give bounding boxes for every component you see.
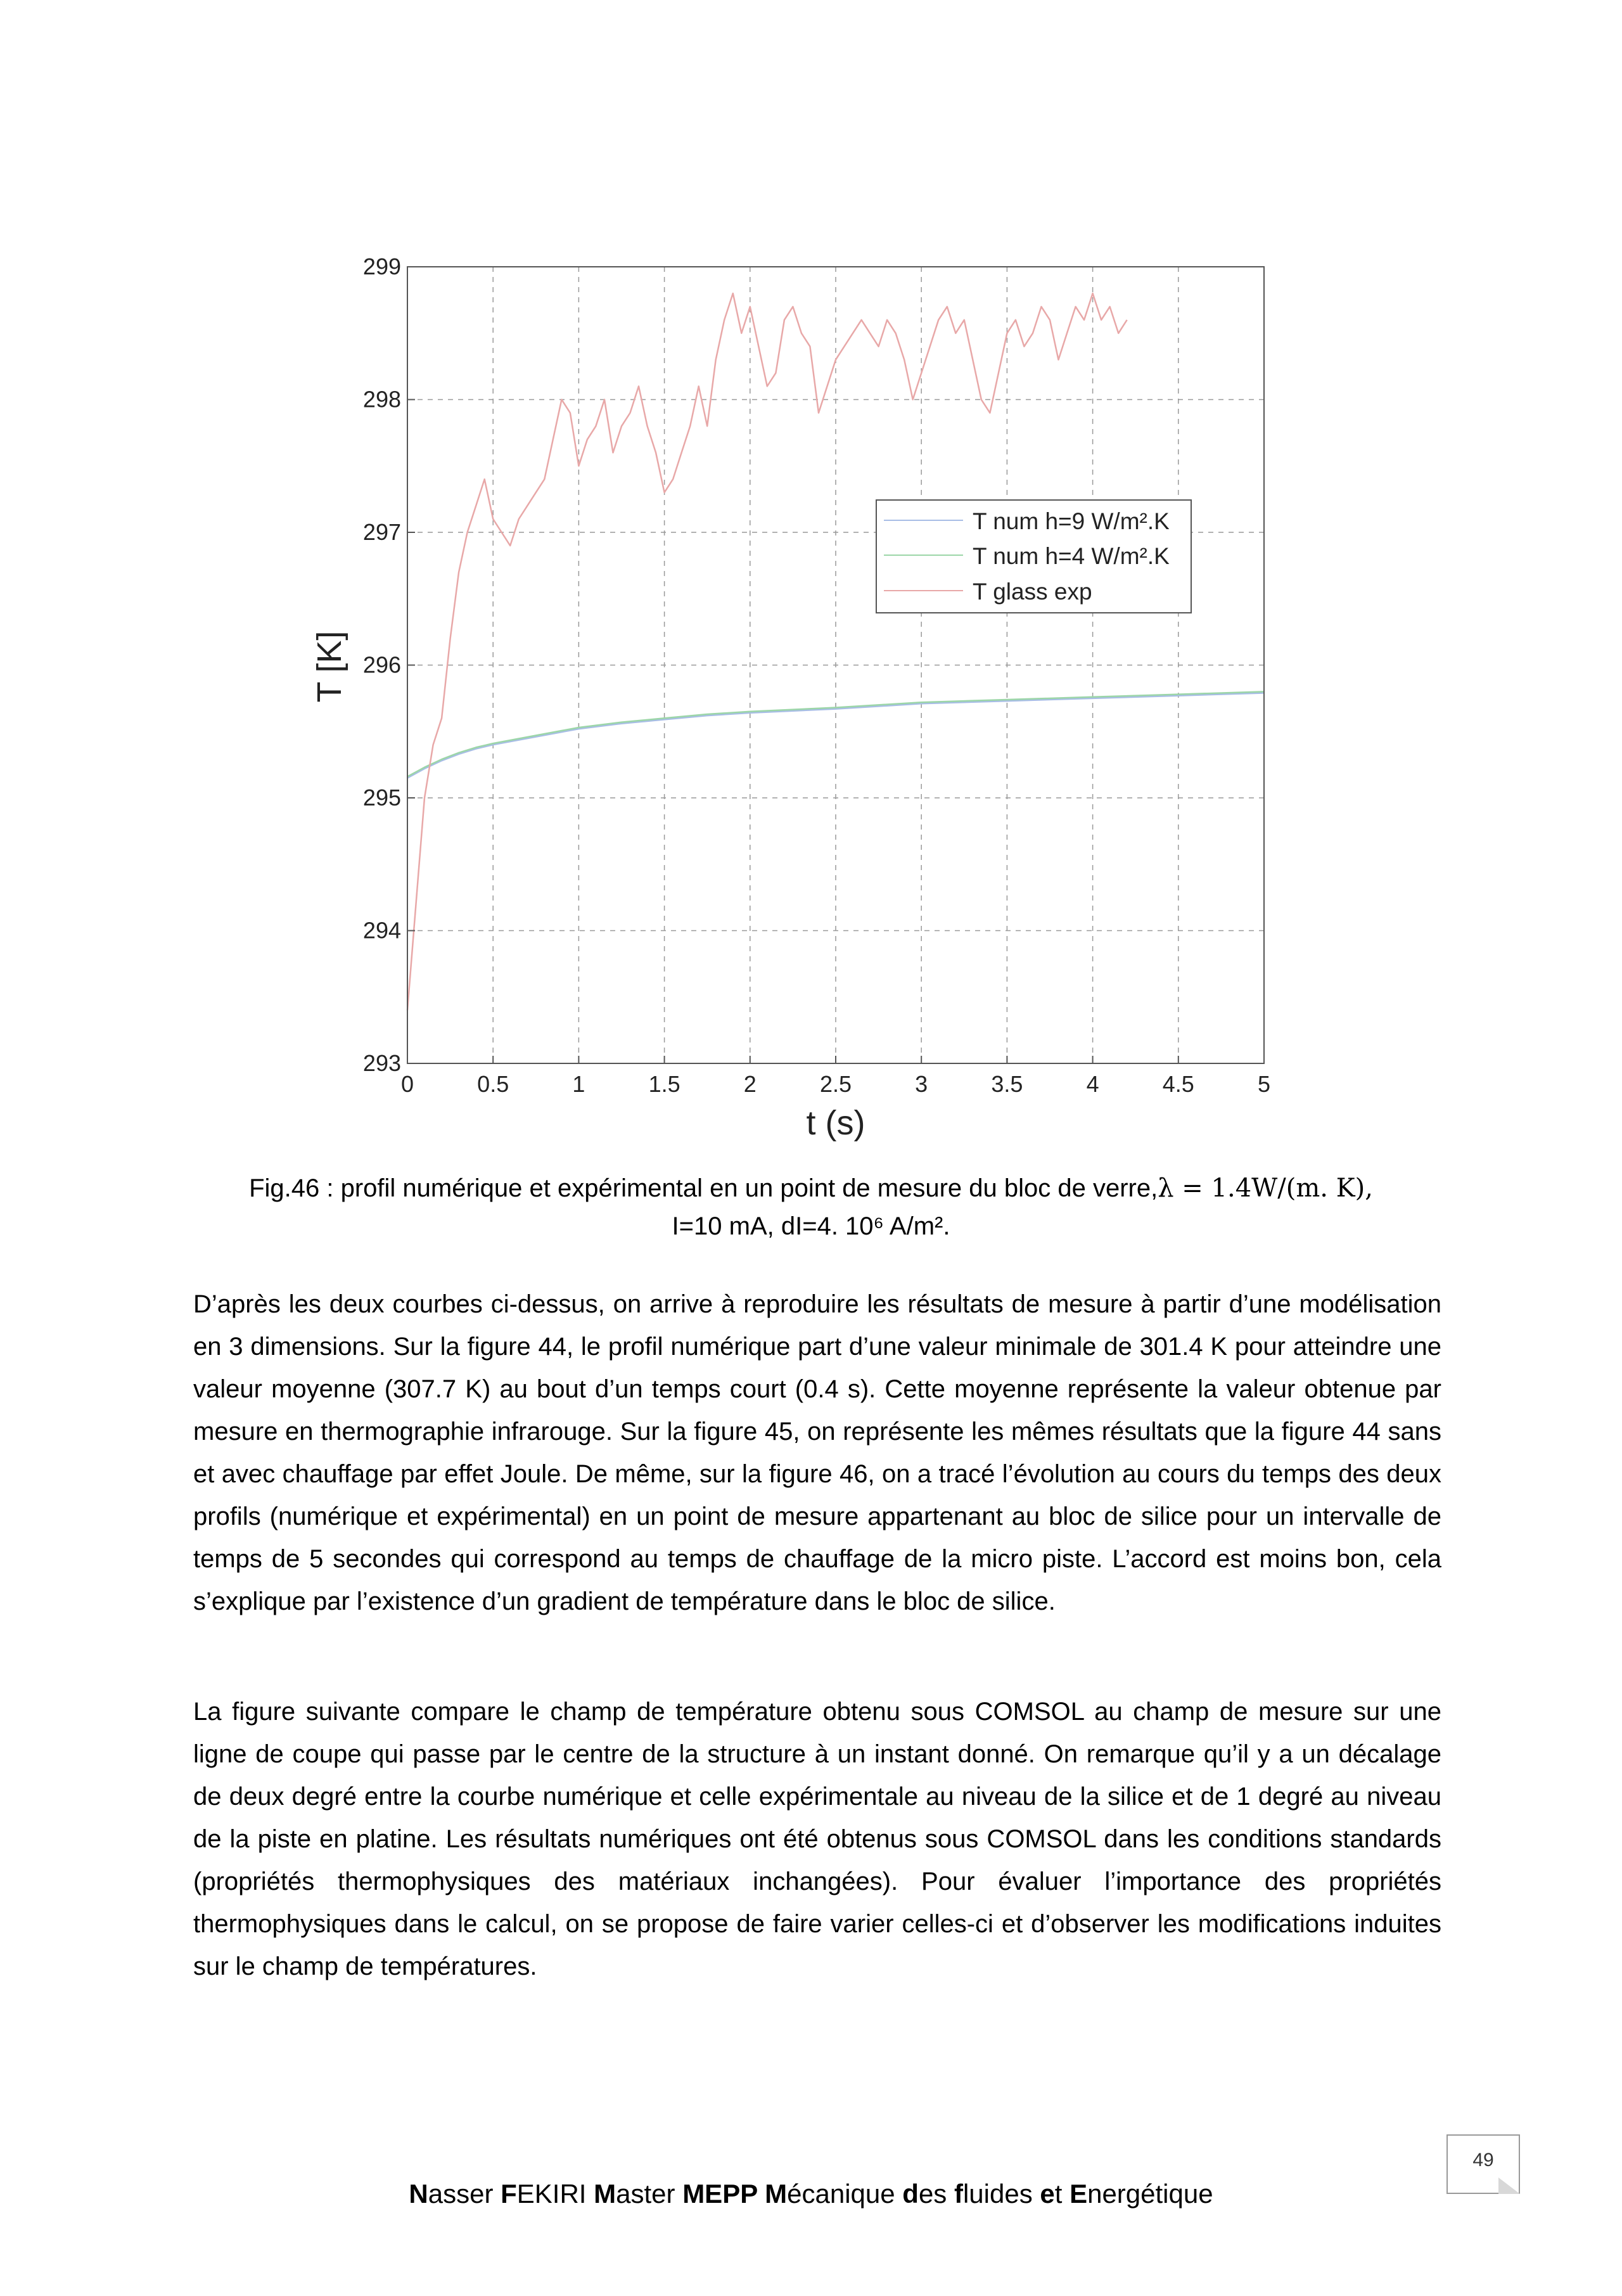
- footer-regular-part: nergétique: [1087, 2179, 1213, 2209]
- y-axis-label: T [K]: [310, 631, 348, 703]
- footer-bold-part: M: [765, 2179, 788, 2209]
- footer-regular-part: aster: [616, 2179, 683, 2209]
- footer-bold-part: d: [902, 2179, 919, 2209]
- caption-line-2: I=10 mA, dI=4. 10⁶ A/m².: [672, 1212, 950, 1240]
- x-tick-label: 2: [743, 1071, 757, 1097]
- footer-bold-part: MEPP: [682, 2179, 765, 2209]
- x-tick-label: 2.5: [819, 1071, 852, 1097]
- y-tick-label: 295: [362, 785, 401, 811]
- y-tick-label: 294: [362, 917, 401, 944]
- figure-caption: [190, 1169, 1432, 1245]
- y-tick-label: 293: [362, 1050, 401, 1076]
- x-tick-label: 5: [1257, 1071, 1271, 1097]
- caption-line-1: [190, 1169, 1432, 1207]
- x-tick-label: 4: [1086, 1071, 1099, 1097]
- legend-label-1: T num h=9 W/m².K: [973, 508, 1170, 534]
- legend: [876, 500, 1191, 613]
- x-tick-label: 3.5: [991, 1071, 1023, 1097]
- x-tick-label: 0.5: [477, 1071, 509, 1097]
- footer-regular-part: luides: [962, 2179, 1040, 2209]
- paragraph-2: La figure suivante compare le champ de température obtenu sous COMSOL au champ de mesure sur une ligne de coupe qui passe par le centre de la structure à un instant donné. On remarque qu’il y a un décalage de deux degré entre la courbe numérique et celle expérimentale au niveau de la silice et de 1 degré au niveau de la piste en platine. Les résultats numériques ont été obtenus sous COMSOL dans les conditions standards (propriétés thermophysiques des matériaux inchangées). Pour évaluer l’importance des propriétés thermophysiques dans le calcul, on se propose de faire varier celles-ci et d’observer les modifications induites sur le champ de températures.: [193, 1698, 1441, 1980]
- paragraph-1: D’après les deux courbes ci-dessus, on arrive à reproduire les résultats de mesure à partir d’une modélisation en 3 dimensions. Sur la figure 44, le profil numérique part d’une valeur minimale de 301.4 K pour atteindre une valeur moyenne (307.7 K) au bout d’un temps court (0.4 s). Cette moyenne représente la valeur obtenue par mesure en thermographie infrarouge. Sur la figure 45, on représente les mêmes résultats que la figure 44 sans et avec chauffage par effet Joule. De même, sur la figure 46, on a tracé l’évolution au cours du temps des deux profils (numérique et expérimental) en un point de mesure appartenant au bloc de silice pour un intervalle de temps de 5 secondes qui correspond au temps de chauffage de la micro piste. L’accord est moins bon, cela s’explique par l’existence d’un gradient de température dans le bloc de silice.: [193, 1290, 1441, 1615]
- footer-bold-part: e: [1040, 2179, 1055, 2209]
- page-footer: [0, 2179, 1622, 2209]
- legend-label-3: T glass exp: [973, 579, 1092, 605]
- legend-label-2: T num h=4 W/m².K: [973, 543, 1170, 569]
- y-tick-label: 299: [362, 253, 401, 279]
- footer-bold-part: N: [409, 2179, 428, 2209]
- x-tick-label: 1.5: [648, 1071, 680, 1097]
- x-tick-label: 3: [915, 1071, 928, 1097]
- x-axis-label: t (s): [806, 1104, 865, 1142]
- page-number: 49: [1472, 2150, 1494, 2171]
- y-tick-label: 298: [362, 386, 401, 413]
- footer-regular-part: t: [1054, 2179, 1070, 2209]
- x-tick-label: 4.5: [1162, 1071, 1194, 1097]
- caption-text: Fig.46 : profil numérique et expérimental en un point de mesure du bloc de verre,: [249, 1174, 1158, 1202]
- y-tick-label: 297: [362, 519, 401, 545]
- footer-bold-part: M: [594, 2179, 616, 2209]
- footer-bold-part: F: [501, 2179, 517, 2209]
- footer-regular-part: es: [918, 2179, 954, 2209]
- footer-bold-part: f: [954, 2179, 963, 2209]
- x-tick-label: 1: [572, 1071, 585, 1097]
- footer-regular-part: asser: [428, 2179, 501, 2209]
- footer-regular-part: EKIRI: [516, 2179, 594, 2209]
- footer-bold-part: E: [1070, 2179, 1088, 2209]
- y-tick-label: 296: [362, 651, 401, 678]
- caption-formula: λ = 1.4W/(m. K),: [1158, 1174, 1373, 1203]
- footer-regular-part: écanique: [787, 2179, 903, 2209]
- x-tick-label: 0: [400, 1071, 414, 1097]
